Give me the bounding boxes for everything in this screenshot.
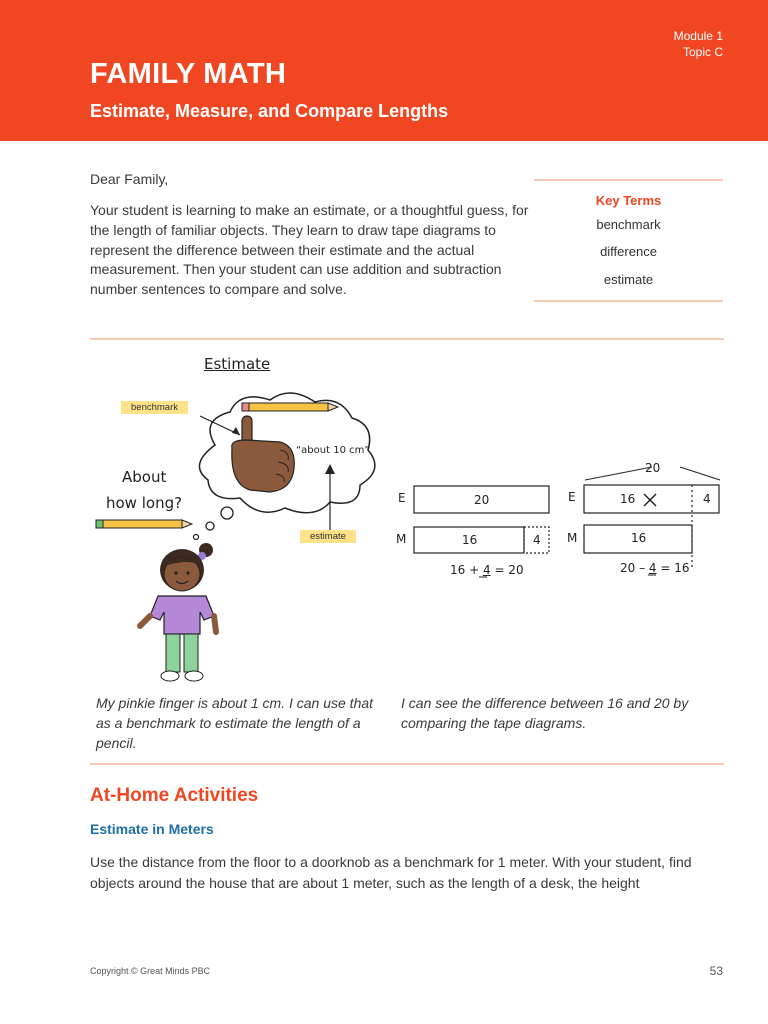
section-divider-bottom [90,763,724,765]
key-terms-bottom-rule [534,300,723,302]
left-e-label: E [398,491,406,505]
right-total-label: 20 [645,461,661,475]
header-banner [0,0,768,141]
right-m-label: M [567,531,578,545]
how-long-label: how long? [106,494,183,512]
intro-paragraph: Your student is learning to make an estimate, or a thoughtful guess, for the length of familiar objects. They learn to draw tape diagrams to represent the difference between their estimate and the actual measurement. Then your student can use addition and subtraction number sentences to compare and solve. [90,202,529,298]
left-m-extra: 4 [533,533,541,547]
module-topic-label [674,28,723,60]
student-girl-illustration [140,543,216,681]
page-number: 53 [709,964,723,978]
right-number-sentence [620,561,690,575]
left-e-value: 20 [474,493,490,507]
pencil-icon [96,520,192,528]
about-label: About [122,468,167,486]
right-e-extra: 4 [703,492,711,506]
tape-diagram-caption: I can see the difference between 16 and 20 by comparing the tape diagrams. [401,695,689,731]
right-sentence-part-c: = 16 [660,561,690,575]
activities-subtitle: Estimate in Meters [90,821,214,837]
left-sentence-part-b: 4 [482,563,491,577]
estimate-tag: estimate [300,530,356,543]
right-sentence-part-b: 4 [648,561,657,575]
page-subtitle: Estimate, Measure, and Compare Lengths [90,101,449,121]
left-sentence-part-a: 16 + [450,563,480,577]
key-term-estimate: estimate [603,272,654,287]
left-m-value: 16 [462,533,478,547]
right-m-value: 16 [631,531,647,545]
topic-label: Topic C [682,45,723,59]
left-sentence-part-c: = 20 [494,563,524,577]
left-m-label: M [396,532,407,546]
greeting: Dear Family, [90,171,169,187]
about-10cm-label: “about 10 cm” [296,445,370,456]
key-terms-title: Key Terms [595,193,662,208]
pencil-in-cloud [242,403,338,411]
activities-body: Use the distance from the floor to a doorknob as a benchmark for 1 meter. With your student, find objects around the house that are about 1 meter, such as the length of a desk, the height [90,854,692,891]
key-terms-top-rule [534,179,723,181]
illustration-caption: My pinkie finger is about 1 cm. I can use that as a benchmark to estimate the length of a pencil. [96,695,374,751]
module-label: Module 1 [673,29,723,43]
thought-bubble-small [194,535,199,540]
left-number-sentence [450,563,524,577]
benchmark-tag: benchmark [121,401,188,414]
copyright: Copyright © Great Minds PBC [90,966,211,976]
page-title: FAMILY MATH [90,58,287,90]
thought-bubble-large [221,507,233,519]
right-e-value: 16 [620,492,636,506]
key-term-benchmark: benchmark [596,217,661,232]
activities-title: At-Home Activities [90,785,259,806]
right-sentence-part-a: 20 – [620,561,646,575]
thought-bubble-medium [206,522,214,530]
right-e-label: E [568,490,576,504]
section-divider-top [90,338,724,340]
key-term-difference: difference [600,244,657,259]
estimate-heading: Estimate [204,355,271,373]
